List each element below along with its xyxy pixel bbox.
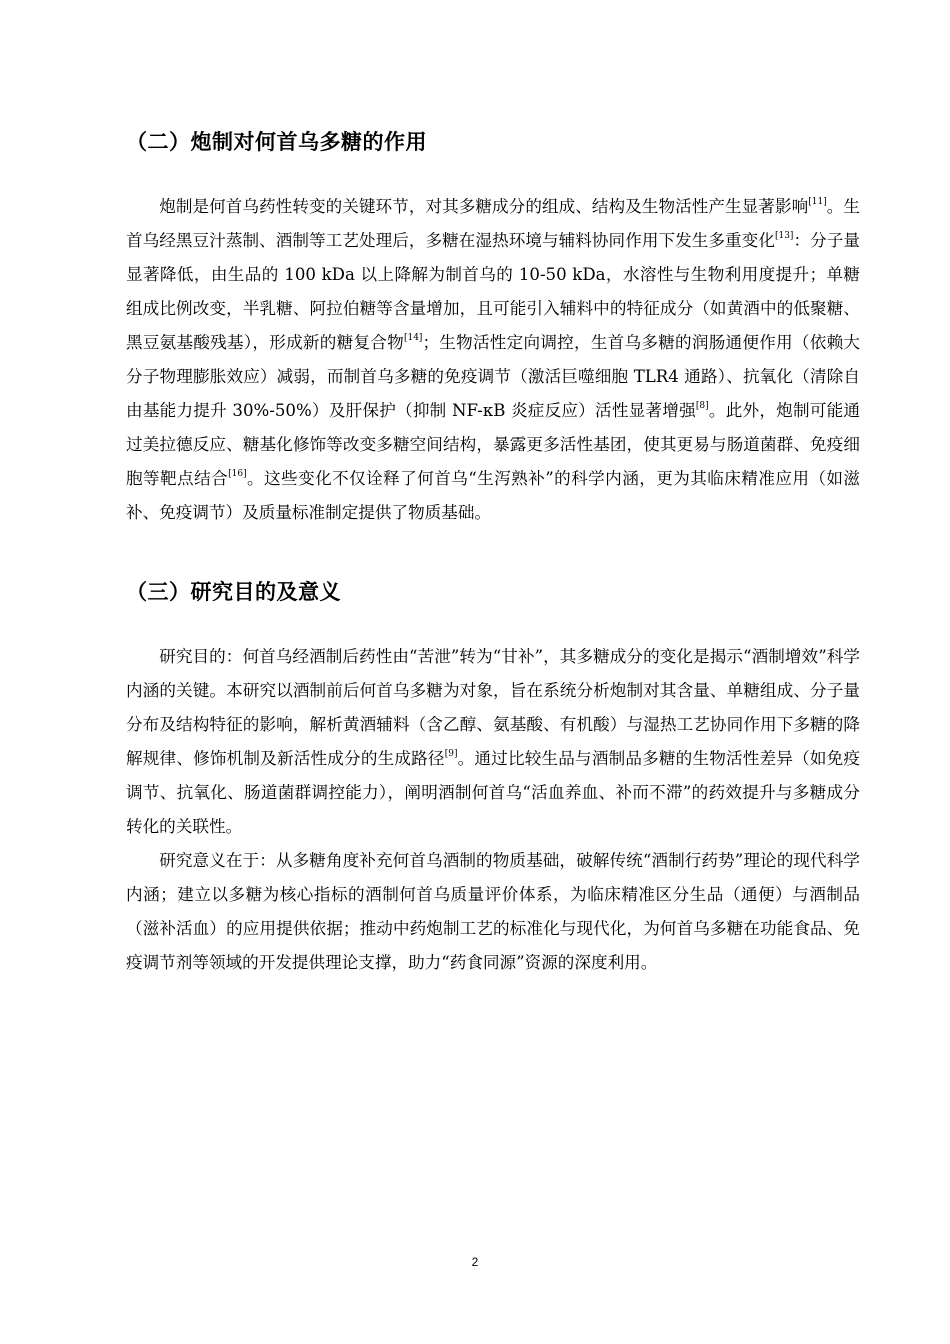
- paragraph-processing-effect: [126, 190, 860, 530]
- text-segment: 。此外，炮制可能通过美拉德反应、糖基化修饰等改变多糖空间结构，暴露更多活性基团，使其更易与肠道菌群、免疫细胞等靶点结合: [126, 401, 861, 488]
- page-number: 2: [471, 1255, 479, 1269]
- paragraph-research-significance: [126, 844, 860, 980]
- section-heading-research-purpose: （三）研究目的及意义: [126, 580, 341, 604]
- text-segment: 研究意义在于：从多糖角度补充何首乌酒制的物质基础，破解传统“酒制行药势”理论的现代科学内涵；建立以多糖为核心指标的酒制何首乌质量评价体系，为临床精准区分生品（通便）与酒制品（滋补活血）的应用提供依据；推动中药炮制工艺的标准化与现代化，为何首乌多糖在功能食品、免疫调节剂等领域的开发提供理论支撑，助力“药食同源”资源的深度利用。: [126, 851, 860, 972]
- citation-reference: [9]: [444, 749, 458, 760]
- page-content: [126, 122, 860, 980]
- section-heading-processing-effect: （二）炮制对何首乌多糖的作用: [126, 130, 427, 154]
- citation-reference: [13]: [774, 231, 794, 242]
- text-segment: ：分子量显著降低，由生品的 100 kDa 以上降解为制首乌的 10-50 kDa，水溶性与生物利用度提升；单糖组成比例改变，半乳糖、阿拉伯糖等含量增加，且可能引入辅料中的特征成分（如黄酒中的低聚糖、黑豆氨基酸残基），形成新的糖复合物: [126, 231, 861, 352]
- paragraph-research-purpose: [126, 640, 860, 844]
- text-segment: 。这些变化不仅诠释了何首乌“生泻熟补”的科学内涵，更为其临床精准应用（如滋补、免疫调节）及质量标准制定提供了物质基础。: [126, 469, 861, 522]
- section-spacer: [126, 530, 860, 572]
- text-segment: ；生物活性定向调控，生首乌多糖的润肠通便作用（依赖大分子物理膨胀效应）减弱，而制首乌多糖的免疫调节（激活巨噬细胞 TLR4 通路）、抗氧化（清除自由基能力提升 30%-50%）及肝保护（抑制 NF-κB 炎症反应）活性显著增强: [126, 333, 861, 420]
- citation-reference: [16]: [228, 469, 247, 480]
- text-segment: 。生首乌经黑豆汁蒸制、酒制等工艺处理后，多糖在湿热环境与辅料协同作用下发生多重变化: [126, 197, 861, 250]
- text-segment: 炮制是何首乌药性转变的关键环节，对其多糖成分的组成、结构及生物活性产生显著影响: [159, 197, 809, 216]
- text-segment: 研究目的：何首乌经酒制后药性由“苦泄”转为“甘补”，其多糖成分的变化是揭示“酒制增效”科学内涵的关键。本研究以酒制前后何首乌多糖为对象，旨在系统分析炮制对其含量、单糖组成、分子量分布及结构特征的影响，解析黄酒辅料（含乙醇、氨基酸、有机酸）与湿热工艺协同作用下多糖的降解规律、修饰机制及新活性成分的生成路径: [126, 647, 860, 768]
- text-segment: 。通过比较生品与酒制品多糖的生物活性差异（如免疫调节、抗氧化、肠道菌群调控能力），阐明酒制何首乌“活血养血、补而不滞”的药效提升与多糖成分转化的关联性。: [126, 749, 861, 836]
- citation-reference: [11]: [808, 197, 827, 208]
- citation-reference: [8]: [695, 401, 709, 412]
- citation-reference: [14]: [403, 333, 423, 344]
